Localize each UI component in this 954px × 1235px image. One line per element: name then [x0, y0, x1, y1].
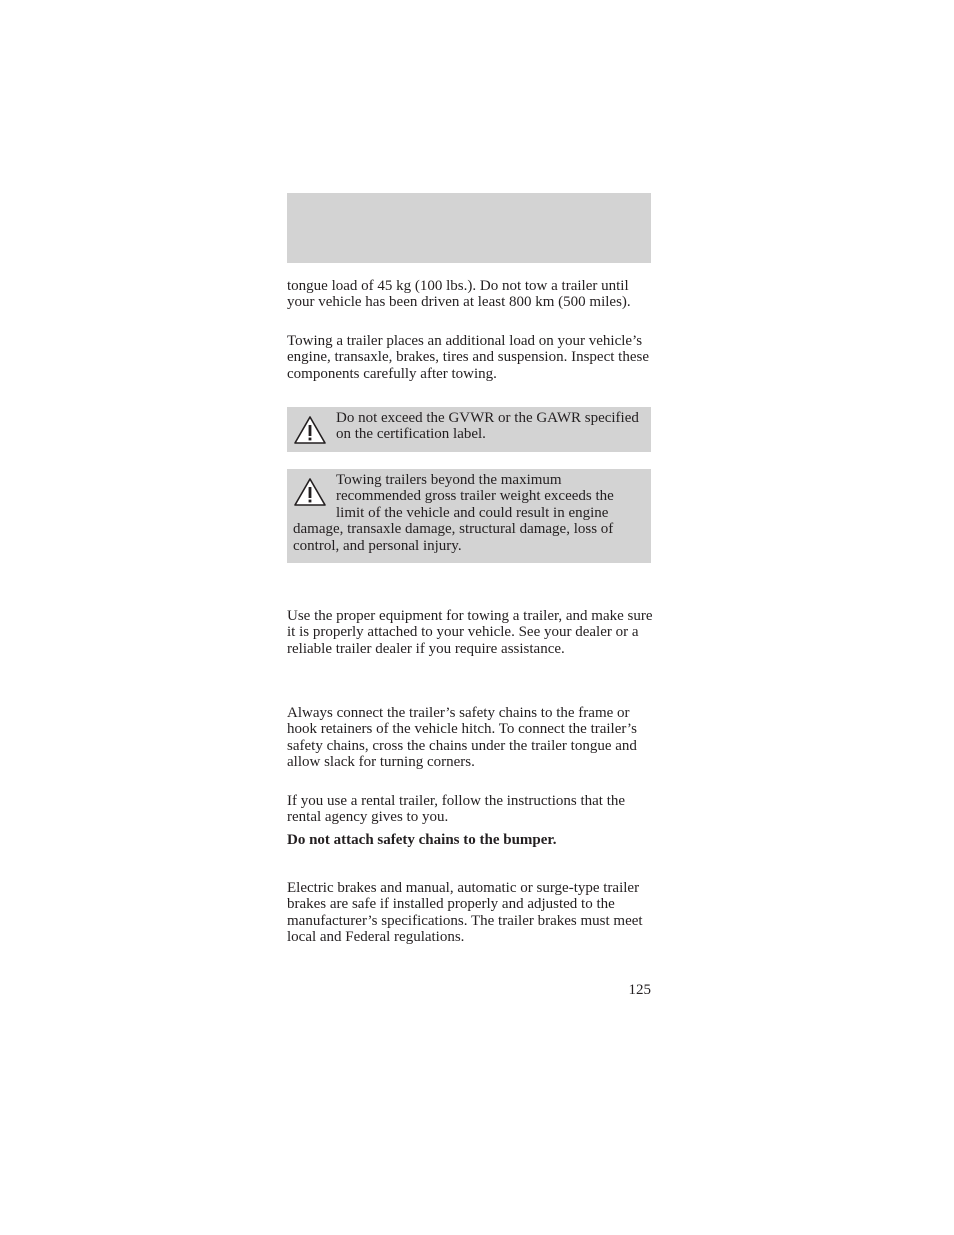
warning-triangle-icon [293, 477, 327, 507]
paragraph-trailer-brakes: Electric brakes and manual, automatic or surge-type trailer brakes are safe if installed properly and adjusted to the manufacturer’s specifications. The trailer brakes must meet local and Federal regulations. [287, 880, 643, 946]
page-number: 125 [628, 982, 651, 998]
paragraph-proper-equipment: Use the proper equipment for towing a trailer, and make sure it is properly attached to your vehicle. See your dealer or a reliable trailer dealer if you require assistance. [287, 608, 653, 657]
paragraph-rental-trailer: If you use a rental trailer, follow the instructions that the rental agency gives to you. [287, 793, 626, 826]
paragraph-safety-chains: Always connect the trailer’s safety chains to the frame or hook retainers of the vehicle hitch. To connect the trailer’s safety chains, cross the chains under the trailer tongue and allow slack for turning corners. [287, 705, 637, 771]
paragraph-tongue-load: tongue load of 45 kg (100 lbs.). Do not tow a trailer until your vehicle has been driven at least 800 km (500 miles). [287, 278, 631, 311]
warning-box-trailer-weight [287, 469, 651, 563]
warning-triangle-icon [293, 415, 327, 445]
warning-text-gvwr: Do not exceed the GVWR or the GAWR specified on the certification label. [336, 410, 639, 443]
paragraph-towing-load: Towing a trailer places an additional load on your vehicle’s engine, transaxle, brakes, tires and suspension. Inspect these components carefully after towing. [287, 333, 649, 382]
warning-box-gvwr [287, 407, 651, 452]
warning-text-trailer-weight: Towing trailers beyond the maximum recommended gross trailer weight exceeds the limit of the vehicle and could result in engine damage, transaxle damage, structural damage, loss of control, and personal injury. [293, 472, 614, 554]
section-header-band [287, 193, 651, 263]
paragraph-bumper-warning: Do not attach safety chains to the bumper. [287, 832, 557, 848]
